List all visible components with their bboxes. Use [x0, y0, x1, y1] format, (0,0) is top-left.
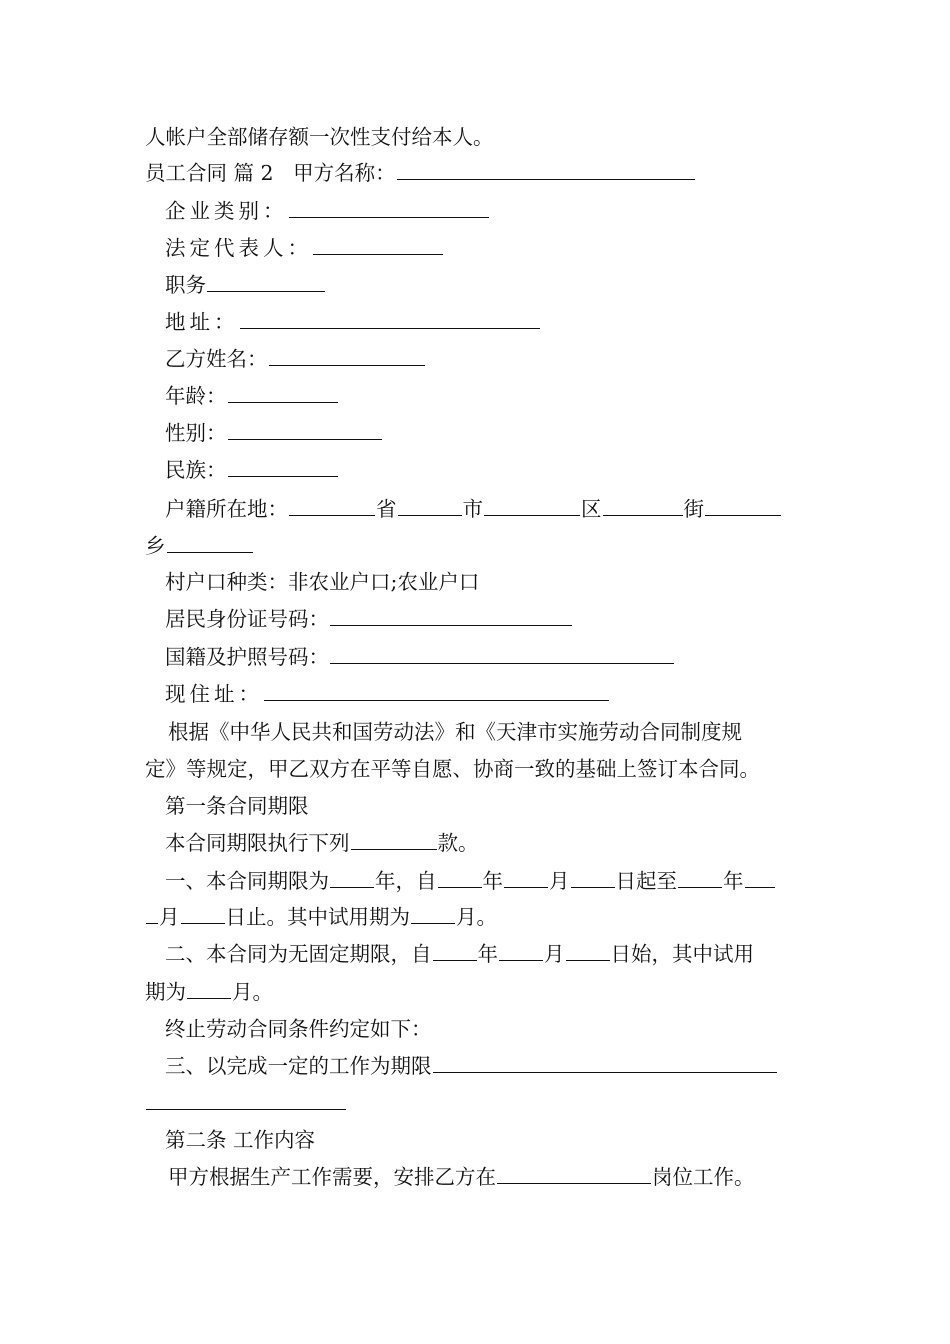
field-line [165, 419, 383, 447]
field-line [165, 643, 675, 671]
township-blank[interactable] [167, 532, 253, 553]
clause-text: 月 [544, 942, 565, 966]
street-label: 街 [683, 497, 704, 521]
clause-text: 月 [159, 905, 180, 929]
section-heading [165, 1126, 315, 1154]
end-month-blank[interactable] [745, 867, 775, 888]
address-blank[interactable] [240, 308, 540, 329]
field-line [165, 605, 573, 633]
clause-text: 一、本合同期限为 [165, 869, 329, 893]
field-line [145, 1089, 347, 1117]
gender-blank[interactable] [228, 419, 382, 440]
field-line [165, 308, 541, 336]
article-two-heading: 第二条 工作内容 [165, 1128, 316, 1152]
clause-text: 款。 [437, 831, 479, 855]
gender-label: 性别： [165, 421, 227, 445]
text-line [165, 568, 479, 596]
clause-text: 年 [477, 942, 498, 966]
field-line [165, 495, 782, 523]
clause-text: 二、本合同为无固定期限，自 [165, 942, 432, 966]
age-blank[interactable] [228, 382, 338, 403]
field-line [145, 532, 254, 560]
party-b-name-label: 乙方姓名： [165, 347, 268, 371]
ethnicity-blank[interactable] [228, 456, 338, 477]
text-line [168, 718, 742, 746]
city-blank[interactable] [398, 495, 462, 516]
field-line [165, 382, 339, 410]
term-years-blank[interactable] [330, 867, 374, 888]
termination-conditions-text: 终止劳动合同条件约定如下： [165, 1017, 432, 1041]
clause-text: 年 [482, 869, 503, 893]
street-tail-blank[interactable] [705, 495, 781, 516]
clause-text: 月。 [456, 905, 497, 929]
task-term-blank[interactable] [433, 1052, 777, 1073]
open-start-month-blank[interactable] [499, 940, 543, 961]
clause-text: 月 [549, 869, 570, 893]
clause-text: 月。 [232, 980, 273, 1004]
article-one-heading: 第一条合同期限 [165, 794, 309, 818]
township-label: 乡 [145, 534, 166, 558]
party-a-name-label: 甲方名称： [293, 161, 396, 185]
passport-blank[interactable] [330, 643, 674, 664]
clause-text: 年 [723, 869, 744, 893]
open-start-day-blank[interactable] [566, 940, 610, 961]
address-label: 地址： [165, 310, 239, 334]
party-b-name-blank[interactable] [269, 345, 425, 366]
end-month-blank-cont[interactable] [146, 903, 158, 924]
end-year-blank[interactable] [678, 867, 722, 888]
contract-heading: 员工合同 篇 2 [145, 161, 274, 185]
current-address-label: 现住址： [165, 682, 263, 706]
field-line [165, 867, 776, 895]
clause-text: 日止。其中试用期为 [225, 905, 410, 929]
field-line [165, 1052, 778, 1080]
age-label: 年龄： [165, 384, 227, 408]
line-text: 人帐户全部储存额一次性支付给本人。 [145, 125, 494, 149]
field-line [165, 680, 610, 708]
field-line [165, 345, 426, 373]
ethnicity-label: 民族： [165, 458, 227, 482]
legal-representative-label: 法定代表人： [165, 236, 312, 260]
clause-text: 本合同期限执行下列 [165, 831, 350, 855]
paragraph-text: 定》等规定，甲乙双方在平等自愿、协商一致的基础上签订本合同。 [145, 757, 760, 781]
clause-text: 年，自 [375, 869, 437, 893]
field-line [145, 978, 273, 1006]
position-blank[interactable] [207, 271, 325, 292]
open-probation-blank[interactable] [187, 978, 231, 999]
city-label: 市 [462, 497, 483, 521]
clause-text: 日起至 [615, 869, 677, 893]
position-label: 职务 [165, 273, 206, 297]
text-line [165, 1015, 432, 1043]
enterprise-type-label: 企业类别： [165, 199, 288, 223]
field-line [165, 940, 754, 968]
clause-text: 日始，其中试用 [610, 942, 754, 966]
end-day-blank[interactable] [181, 903, 225, 924]
task-term-blank-cont[interactable] [146, 1089, 346, 1110]
section-heading [165, 792, 309, 820]
id-number-blank[interactable] [330, 605, 572, 626]
street-blank[interactable] [603, 495, 683, 516]
field-line [165, 197, 490, 225]
contract-heading-line [145, 159, 696, 187]
id-number-label: 居民身份证号码： [165, 607, 329, 631]
clause-text: 甲方根据生产工作需要，安排乙方在 [168, 1165, 496, 1189]
clause-number-blank[interactable] [351, 829, 437, 850]
job-position-blank[interactable] [497, 1163, 651, 1184]
open-start-year-blank[interactable] [433, 940, 477, 961]
legal-representative-blank[interactable] [313, 234, 443, 255]
field-line [165, 234, 444, 262]
passport-label: 国籍及护照号码： [165, 645, 329, 669]
hukou-type-text: 村户口种类：非农业户口;农业户口 [165, 570, 480, 594]
paragraph-text: 根据《中华人民共和国劳动法》和《天津市实施劳动合同制度规 [168, 720, 742, 744]
start-day-blank[interactable] [571, 867, 615, 888]
province-label: 省 [376, 497, 397, 521]
start-month-blank[interactable] [504, 867, 548, 888]
district-blank[interactable] [484, 495, 580, 516]
current-address-blank[interactable] [264, 680, 609, 701]
clause-text: 三、以完成一定的工作为期限 [165, 1054, 432, 1078]
field-line [165, 271, 326, 299]
field-line [165, 829, 479, 857]
probation-months-blank[interactable] [411, 903, 455, 924]
field-line [145, 903, 497, 931]
text-line [145, 123, 494, 151]
field-line [168, 1163, 755, 1191]
household-register-label: 户籍所在地： [165, 497, 288, 521]
party-a-name-blank[interactable] [397, 159, 695, 180]
district-label: 区 [581, 497, 602, 521]
clause-text: 岗位工作。 [652, 1165, 755, 1189]
start-year-blank[interactable] [438, 867, 482, 888]
text-line [145, 755, 760, 783]
enterprise-type-blank[interactable] [289, 197, 489, 218]
province-blank[interactable] [289, 495, 375, 516]
clause-text: 期为 [145, 980, 186, 1004]
field-line [165, 456, 339, 484]
